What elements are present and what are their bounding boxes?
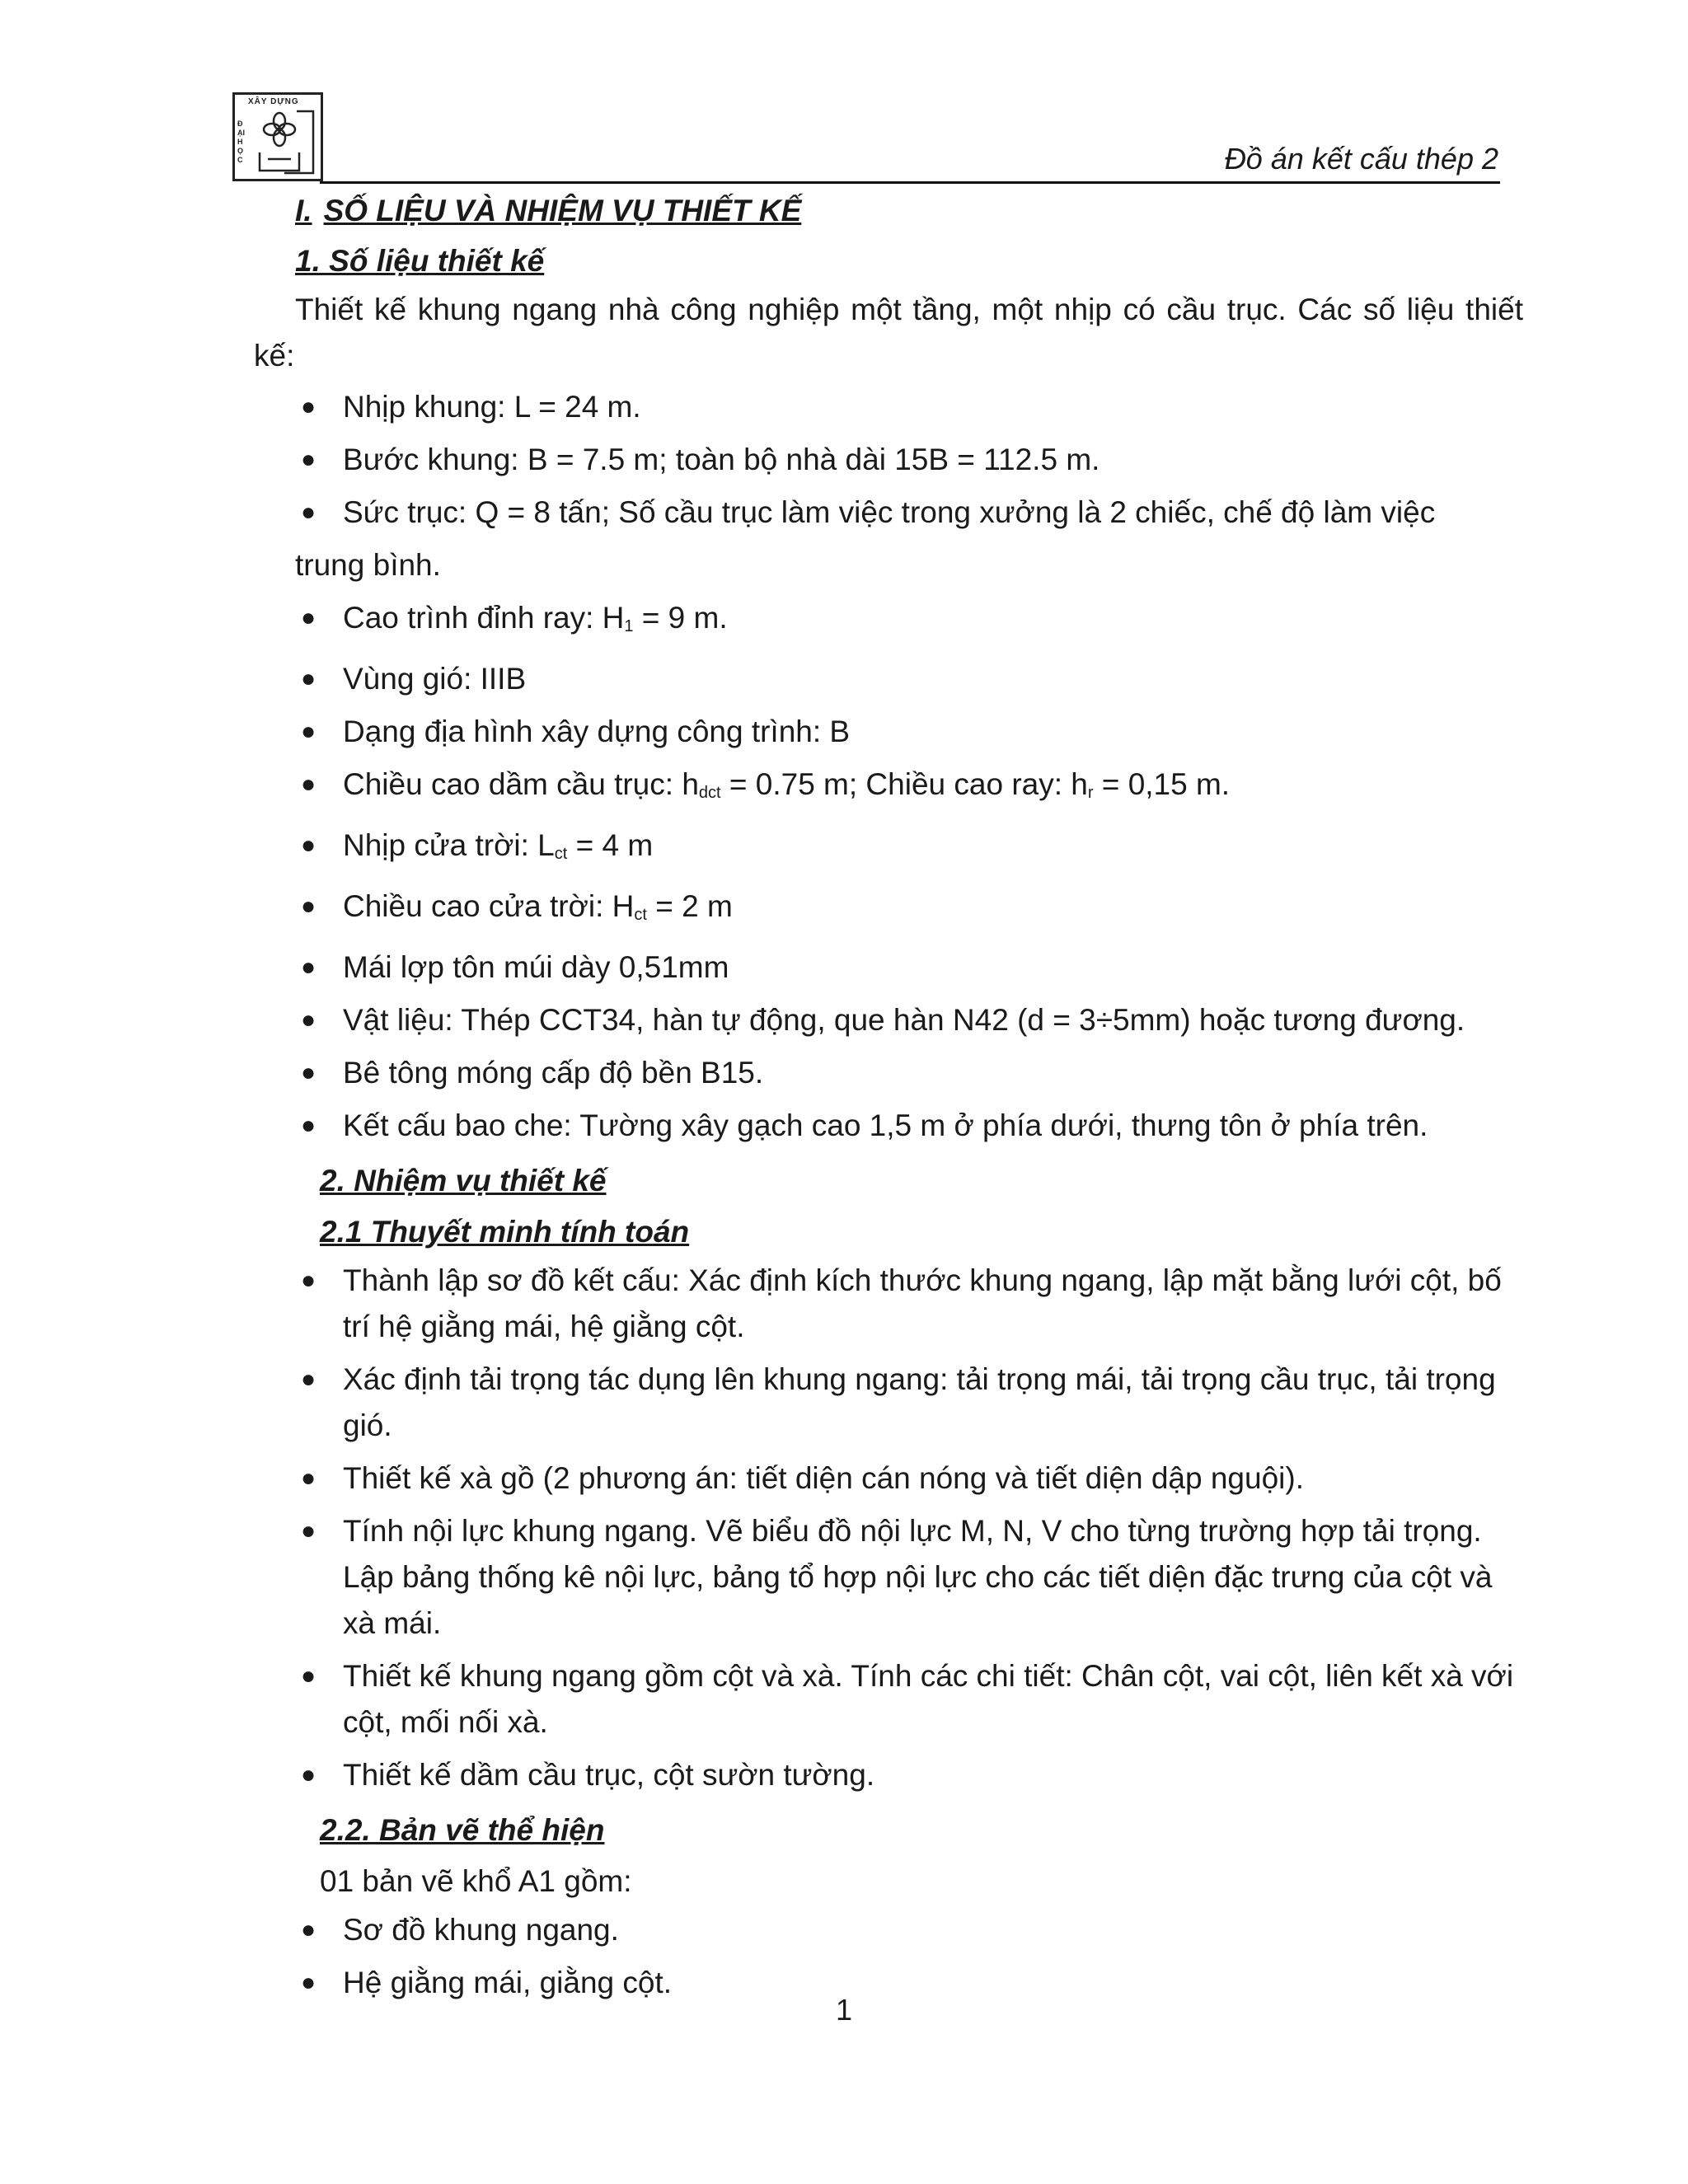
bullet-icon: ● [301,393,316,420]
bullet-icon: ● [301,954,316,981]
bullet-icon: ● [301,1059,316,1086]
drawing-list [254,1907,1523,2006]
list-item-crane: ● Sức trục: Q = 8 tấn; Số cầu trục làm việc trong xưởng là 2 chiếc, chế độ làm việc [254,490,1523,536]
list-item: ● Mái lợp tôn múi dày 0,51mm [254,944,1523,991]
bullet-icon: ● [301,1267,316,1294]
bullet-icon: ● [301,1366,316,1393]
page-number: 1 [835,1993,853,2027]
section-number: I. [295,194,312,227]
bullet-icon: ● [301,665,316,692]
list-item: ● Xác định tải trọng tác dụng lên khung ngang: tải trọng mái, tải trọng cầu trục, tải trọng gió. [254,1357,1523,1449]
bullet-icon: ● [301,446,316,473]
subsection-heading: 2.1 Thuyết minh tính toán [320,1215,690,1249]
document-title: Đồ án kết cấu thép 2 [1224,142,1498,176]
flower-icon [235,95,321,180]
intro-paragraph: Thiết kế khung ngang nhà công nghiệp một tầng, một nhịp có cầu trục. Các số liệu thiết kế: [254,293,1523,373]
data-list [254,384,1523,483]
list-item: ● Sơ đồ khung ngang. [254,1907,1523,1953]
bullet-icon: ● [301,1969,316,1996]
university-logo [232,92,323,181]
list-item: ● Vật liệu: Thép CCT34, hàn tự động, que hàn N42 (d = 3÷5mm) hoặc tương đương. [254,997,1523,1043]
list-item: ● Vùng gió: IIIB [254,656,1523,702]
list-item: ● Hệ giằng mái, giằng cột. [254,1960,1523,2006]
subsection-heading: 1. Số liệu thiết kế [295,244,545,278]
drawing-intro: 01 bản vẽ khổ A1 gồm: [320,1864,632,1898]
header-rule [320,181,1500,184]
list-item: ● Nhịp cửa trời: $L_{ct} = 4$ m [254,823,1523,877]
bullet-icon: ● [301,832,316,859]
list-item: ● Thành lập sơ đồ kết cấu: Xác định kích thước khung ngang, lập mặt bằng lưới cột, bố trí hệ giằng mái, hệ giằng cột. [254,1258,1523,1350]
section-heading [295,186,1523,236]
bullet-icon: ● [301,1517,316,1544]
bullet-icon: ● [301,1916,316,1943]
list-item: ● Tính nội lực khung ngang. Vẽ biểu đồ nội lực M, N, V cho từng trường hợp tải trọng. Lập bảng thống kê nội lực, bảng tổ hợp nội lực cho các tiết diện đặc trưng của cột và xà mái. [254,1508,1523,1647]
list-item: ● Thiết kế xà gồ (2 phương án: tiết diện cán nóng và tiết diện dập nguội). [254,1455,1523,1502]
subsection-heading: 2.2. Bản vẽ thể hiện [320,1813,605,1847]
bullet-icon: ● [301,893,316,920]
bullet-icon: ● [301,771,316,798]
data-list [254,595,1523,1149]
bullet-icon: ● [301,499,316,526]
list-item: ● Nhịp khung: L = 24 m. [254,384,1523,430]
bullet-icon: ● [301,604,316,631]
list-item: ● Thiết kế khung ngang gồm cột và xà. Tính các chi tiết: Chân cột, vai cột, liên kết xà với cột, mối nối xà. [254,1653,1523,1746]
bullet-icon: ● [301,1761,316,1788]
bullet-icon: ● [301,1662,316,1690]
list-item: ● Dạng địa hình xây dựng công trình: B [254,709,1523,755]
list-item: ● Thiết kế dầm cầu trục, cột sườn tường. [254,1752,1523,1798]
list-item: ● Bê tông móng cấp độ bền B15. [254,1050,1523,1096]
bullet-icon: ● [301,1006,316,1033]
list-item: ● Chiều cao dầm cầu trục: $h_{dct} = 0.75$ m; Chiều cao ray: $h_r = 0,15$ m. [254,762,1523,816]
logo-side-text: ĐẠI HỌC [237,120,245,164]
list-item: ● Kết cấu bao che: Tường xây gạch cao 1,5 m ở phía dưới, thưng tôn ở phía trên. [254,1103,1523,1149]
section-title: SỐ LIỆU VÀ NHIỆM VỤ THIẾT KẾ [323,194,802,227]
list-item: ● Cao trình đỉnh ray: $H_1 = 9$ m. [254,595,1523,649]
page-content [254,186,1523,2013]
list-item: ● Bước khung: B = 7.5 m; toàn bộ nhà dài 15B = 112.5 m. [254,437,1523,483]
list-item-crane-continuation: trung bình. [295,548,441,582]
bullet-icon: ● [301,718,316,745]
bullet-icon: ● [301,1465,316,1492]
task-list [254,1258,1523,1798]
logo-text: XÂY DỰNG [248,97,299,106]
bullet-icon: ● [301,1112,316,1139]
list-item: ● Chiều cao cửa trời: $H_{ct} = 2$ m [254,883,1523,938]
subsection-heading: 2. Nhiệm vụ thiết kế [320,1164,607,1197]
